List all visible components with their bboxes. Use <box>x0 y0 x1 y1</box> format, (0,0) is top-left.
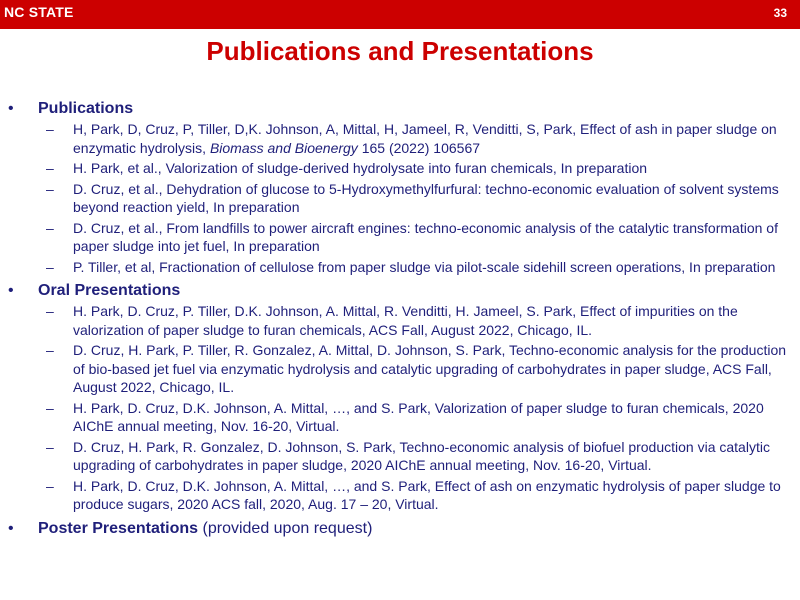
dash-icon: – <box>46 342 54 358</box>
bullet-icon: • <box>8 282 14 299</box>
list-item: – D. Cruz, H. Park, P. Tiller, R. Gonzalez, A. Mittal, D. Johnson, S. Park, Techno-economic analysis for the production of bio-based jet fuel via enzymatic hydrolysis and catalytic upgrading of carbohydrates in paper sludge, ACS Fall, August 2022, Chicago, IL. <box>46 342 787 395</box>
dash-icon: – <box>46 258 54 275</box>
list-item: – P. Tiller, et al, Fractionation of cellulose from paper sludge via pilot-scale sidehill screen operations, In preparation <box>46 258 776 275</box>
list-item: – D. Cruz, H. Park, R. Gonzalez, D. Johnson, S. Park, Techno-economic analysis of biofuel production via catalytic upgrading of carbohydrates in paper sludge, 2020 AIChE annual meeting, Nov. 16-20, Virtual. <box>46 438 770 473</box>
dash-icon: – <box>46 477 54 494</box>
slide-title: Publications and Presentations <box>206 36 594 66</box>
university-logo <box>0 0 170 44</box>
dash-icon: – <box>46 219 54 236</box>
dash-icon: – <box>46 438 54 455</box>
list-item: – D. Cruz, et al., Dehydration of glucose to 5-Hydroxymethylfurfural: techno-economic evaluation of solvent systems beyond reaction yield, In preparation <box>46 180 779 215</box>
publications-heading <box>0 98 800 120</box>
header-bar <box>0 0 800 44</box>
oral-presentations-list <box>0 302 800 514</box>
dash-icon: – <box>46 303 54 319</box>
dash-icon: – <box>46 399 54 416</box>
university-wordmark: NC STATE UNIVERSITY <box>0 0 170 24</box>
list-item: – H. Park, D. Cruz, P. Tiller, D.K. Johnson, A. Mittal, R. Venditti, H. Jameel, S. Park, Effect of impurities on the valorization of paper sludge to furan chemicals, ACS Fall, August 2022, Chicago, IL. <box>46 303 738 338</box>
list-item: – H, Park, D, Cruz, P, Tiller, D,K. Johnson, A, Mittal, H, Jameel, R, Venditti, S, Park, Effect of ash in paper sludge on enzymatic hydrolysis, Biomass and Bioenergy 165 (2022) 106567 <box>46 121 777 156</box>
publications-heading-label: Publications <box>38 100 134 117</box>
list-item: – H. Park, D. Cruz, D.K. Johnson, A. Mittal, …, and S. Park, Valorization of paper sludge to furan chemicals, 2020 AIChE annual meeting, Nov. 16-20, Virtual. <box>46 399 764 434</box>
list-item: – D. Cruz, et al., From landfills to power aircraft engines: techno-economic analysis of the catalytic transformation of paper sludge into jet fuel, In preparation <box>46 219 778 254</box>
poster-presentations-heading <box>0 518 800 540</box>
list-item: – H. Park, D. Cruz, D.K. Johnson, A. Mittal, …, and S. Park, Effect of ash on enzymatic hydrolysis of paper sludge to produce sugars, 2020 ACS fall, 2020, Aug. 17 – 20, Virtual. <box>46 477 781 512</box>
list-item: – H. Park, et al., Valorization of sludge-derived hydrolysate into furan chemicals, In preparation <box>46 160 648 176</box>
bullet-icon: • <box>8 100 14 117</box>
oral-presentations-heading-label: Oral Presentations <box>38 282 181 299</box>
oral-presentations-section <box>0 280 800 514</box>
publications-section <box>0 98 800 276</box>
poster-presentations-heading-label: Poster Presentations <box>38 519 199 537</box>
dash-icon: – <box>46 160 54 176</box>
page-number: 33 <box>773 6 787 20</box>
slide-content <box>0 98 800 540</box>
dash-icon: – <box>46 121 54 137</box>
oral-presentations-heading <box>0 280 800 302</box>
poster-presentations-section <box>0 518 800 540</box>
poster-presentations-note: (provided upon request) <box>198 519 373 537</box>
bullet-icon: • <box>8 519 14 537</box>
journal-name: Biomass and Bioenergy <box>209 139 358 156</box>
publications-list <box>0 120 800 276</box>
dash-icon: – <box>46 180 54 197</box>
